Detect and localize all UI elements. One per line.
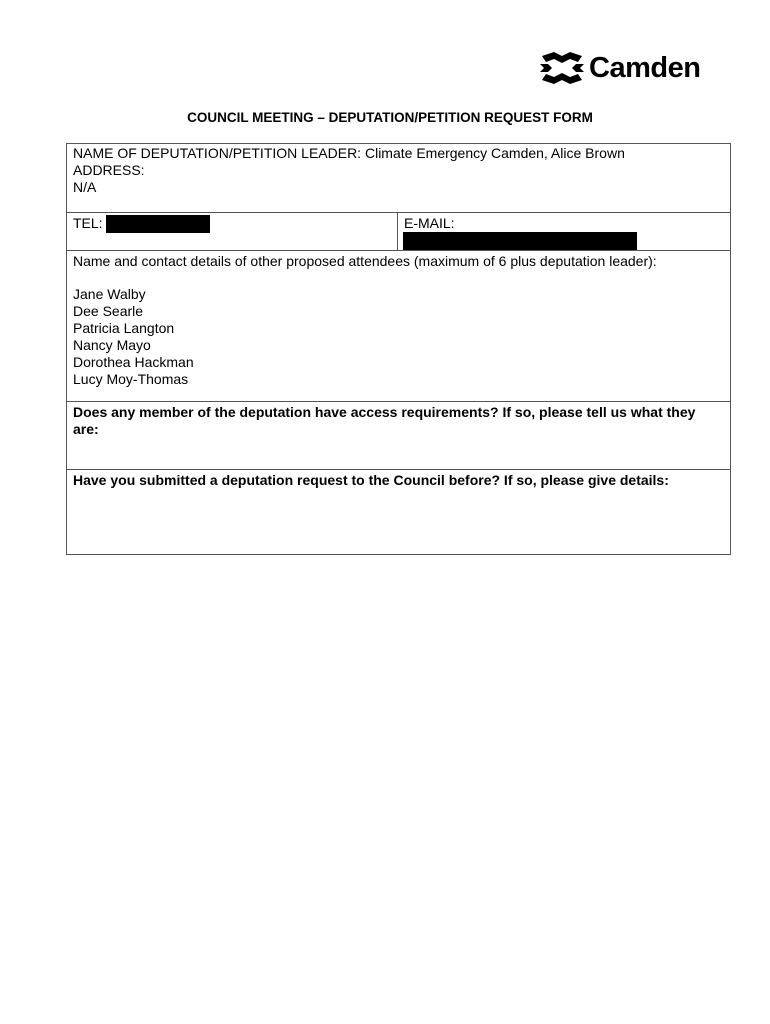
attendees-row xyxy=(67,251,731,402)
request-form-table xyxy=(66,143,731,555)
leader-cell xyxy=(67,144,731,213)
attendee-name: Dee Searle xyxy=(73,303,144,319)
tel-label: TEL: xyxy=(73,215,103,231)
access-row xyxy=(67,402,731,470)
email-label: E-MAIL: xyxy=(404,215,455,231)
leader-label: NAME OF DEPUTATION/PETITION LEADER: xyxy=(73,145,362,161)
previous-question: Have you submitted a deputation request to the Council before? If so, please give details: xyxy=(67,470,731,555)
tel-redaction xyxy=(106,215,210,233)
form-title: COUNCIL MEETING – DEPUTATION/PETITION REQUEST FORM xyxy=(187,110,593,125)
leader-value: Climate Emergency Camden, Alice Brown xyxy=(364,145,625,161)
access-question: Does any member of the deputation have access requirements? If so, please tell us what they are: xyxy=(67,402,731,470)
leader-row xyxy=(67,144,731,213)
contact-row xyxy=(67,213,731,251)
attendee-name: Patricia Langton xyxy=(73,320,175,336)
address-label: ADDRESS: xyxy=(73,162,145,178)
attendee-name: Nancy Mayo xyxy=(73,337,151,353)
attendee-name: Lucy Moy-Thomas xyxy=(73,371,189,387)
email-redaction xyxy=(403,232,637,250)
leader-line xyxy=(73,145,724,162)
camden-logo-icon xyxy=(538,50,586,86)
attendees-cell xyxy=(67,251,731,402)
attendees-label: Name and contact details of other proposed attendees (maximum of 6 plus deputation leader): xyxy=(73,253,657,269)
attendee-name: Jane Walby xyxy=(73,286,146,302)
email-cell xyxy=(398,213,731,251)
previous-row xyxy=(67,470,731,555)
attendee-name: Dorothea Hackman xyxy=(73,354,194,370)
camden-logo xyxy=(538,48,700,88)
tel-cell xyxy=(67,213,398,251)
logo-text: Camden xyxy=(589,52,701,84)
address-value: N/A xyxy=(73,179,97,195)
